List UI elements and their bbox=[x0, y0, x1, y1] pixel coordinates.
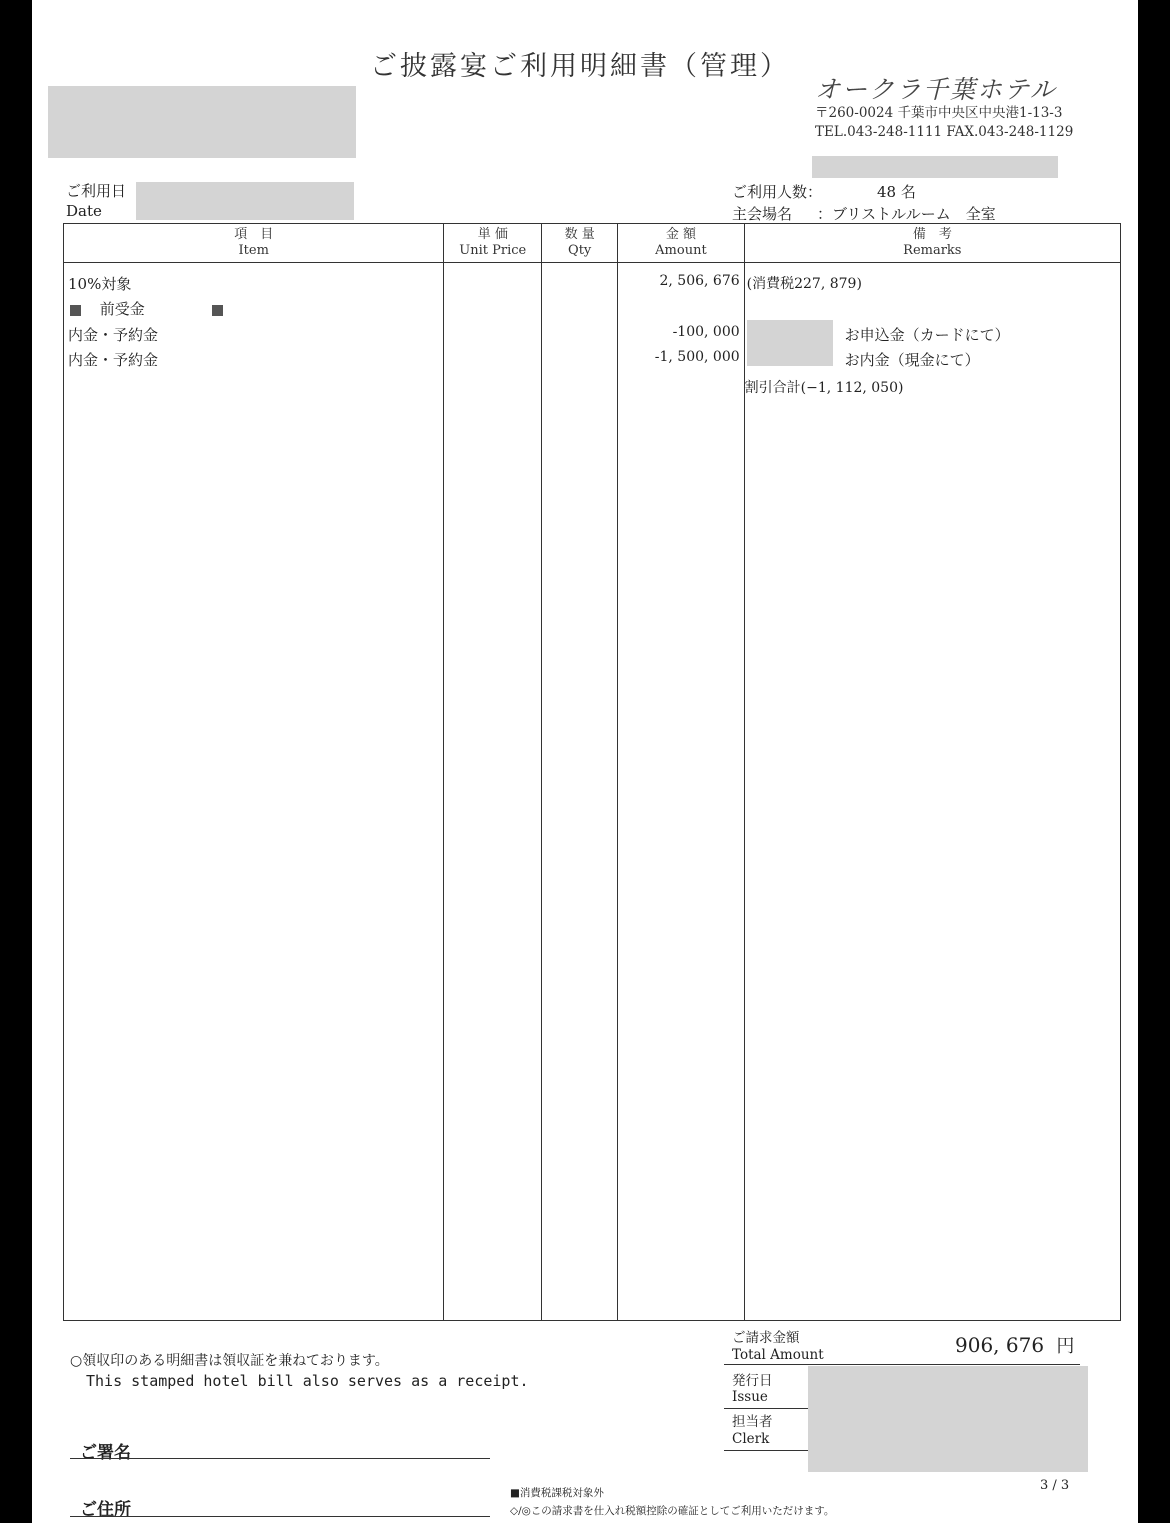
remarks-row-1: (消費税227, 879) bbox=[746, 276, 862, 292]
document-sheet bbox=[32, 0, 1138, 1523]
item-row-2: 前受金 bbox=[70, 298, 223, 319]
item-row-1: 10%対象 bbox=[68, 275, 132, 293]
remarks-column bbox=[744, 263, 1120, 1321]
total-unit: 円 bbox=[1056, 1336, 1075, 1357]
hotel-name: オークラ千葉ホテル bbox=[815, 75, 1057, 104]
square-mark-icon bbox=[70, 305, 81, 316]
redacted-issue-clerk bbox=[808, 1366, 1088, 1472]
signature-label: ご署名 bbox=[80, 1443, 131, 1463]
venue-label: 主会場名 bbox=[732, 205, 793, 223]
venue-value: ：ブリストルルーム 全室 bbox=[817, 205, 996, 223]
remarks-row-3: お申込金（カードにて） bbox=[844, 326, 1010, 344]
address-label: ご住所 bbox=[80, 1500, 131, 1520]
issue-underline bbox=[724, 1408, 808, 1409]
total-value: 906, 676 bbox=[955, 1333, 1045, 1357]
issue-label-en: Issue bbox=[732, 1389, 768, 1405]
item-column bbox=[64, 263, 444, 1321]
receipt-note-jp: ○領収印のある明細書は領収証を兼ねております。 bbox=[70, 1353, 389, 1369]
unit-price-column bbox=[444, 263, 542, 1321]
clerk-underline bbox=[724, 1450, 808, 1451]
redacted-remarks-date bbox=[747, 320, 833, 366]
table-header-row bbox=[64, 224, 1121, 263]
header-amount: 金 額 Amount bbox=[618, 224, 744, 263]
page-number: 3 / 3 bbox=[1040, 1478, 1070, 1493]
clerk-label-jp: 担当者 bbox=[732, 1414, 773, 1430]
header-item: 項 目 Item bbox=[64, 224, 444, 263]
issue-label-jp: 発行日 bbox=[732, 1373, 773, 1389]
line-items-table bbox=[63, 223, 1121, 1321]
clerk-label-en: Clerk bbox=[732, 1431, 770, 1447]
signature-line[interactable] bbox=[70, 1458, 490, 1459]
header-qty: 数 量 Qty bbox=[542, 224, 618, 263]
remarks-row-5: 割引合計(−1, 112, 050) bbox=[744, 380, 904, 396]
guests-value: 48 名 bbox=[877, 183, 916, 201]
hotel-contact: TEL.043-248-1111 FAX.043-248-1129 bbox=[815, 124, 1074, 140]
table-body-row bbox=[64, 263, 1121, 1321]
header-remarks: 備 考 Remarks bbox=[744, 224, 1120, 263]
document-title: ご披露宴ご利用明細書（管理） bbox=[370, 51, 790, 82]
remarks-row-4: お内金（現金にて） bbox=[844, 351, 980, 369]
redacted-recipient bbox=[48, 86, 356, 158]
amount-row-4: -1, 500, 000 bbox=[654, 349, 740, 365]
redacted-reference bbox=[812, 156, 1058, 178]
total-amount bbox=[955, 1332, 1074, 1358]
date-label-en: Date bbox=[66, 202, 102, 220]
item-row-3: 内金・予約金 bbox=[68, 326, 159, 344]
amount-row-1: 2, 506, 676 bbox=[659, 273, 740, 289]
receipt-note-en: This stamped hotel bill also serves as a receipt. bbox=[86, 1372, 529, 1390]
date-label-jp: ご利用日 bbox=[66, 182, 127, 200]
redacted-date bbox=[136, 182, 354, 220]
item-row-4: 内金・予約金 bbox=[68, 351, 159, 369]
total-label-jp: ご請求金額 bbox=[732, 1330, 800, 1346]
tax-note-2: ◇/◎この請求書を仕入れ税額控除の確証としてご利用いただけます。 bbox=[510, 1505, 835, 1517]
amount-row-3: -100, 000 bbox=[672, 324, 740, 340]
total-underline bbox=[724, 1364, 1080, 1365]
qty-column bbox=[542, 263, 618, 1321]
hotel-address: 〒260-0024 千葉市中央区中央港1-13-3 bbox=[815, 105, 1063, 121]
header-unit-price: 単 価 Unit Price bbox=[444, 224, 542, 263]
square-mark-icon bbox=[212, 305, 223, 316]
guests-label: ご利用人数： bbox=[732, 183, 823, 201]
address-line[interactable] bbox=[70, 1516, 490, 1517]
hotel-address-block bbox=[815, 104, 1073, 142]
amount-column bbox=[618, 263, 744, 1321]
tax-note-1: ■消費税課税対象外 bbox=[510, 1487, 604, 1499]
total-label-en: Total Amount bbox=[732, 1347, 824, 1363]
